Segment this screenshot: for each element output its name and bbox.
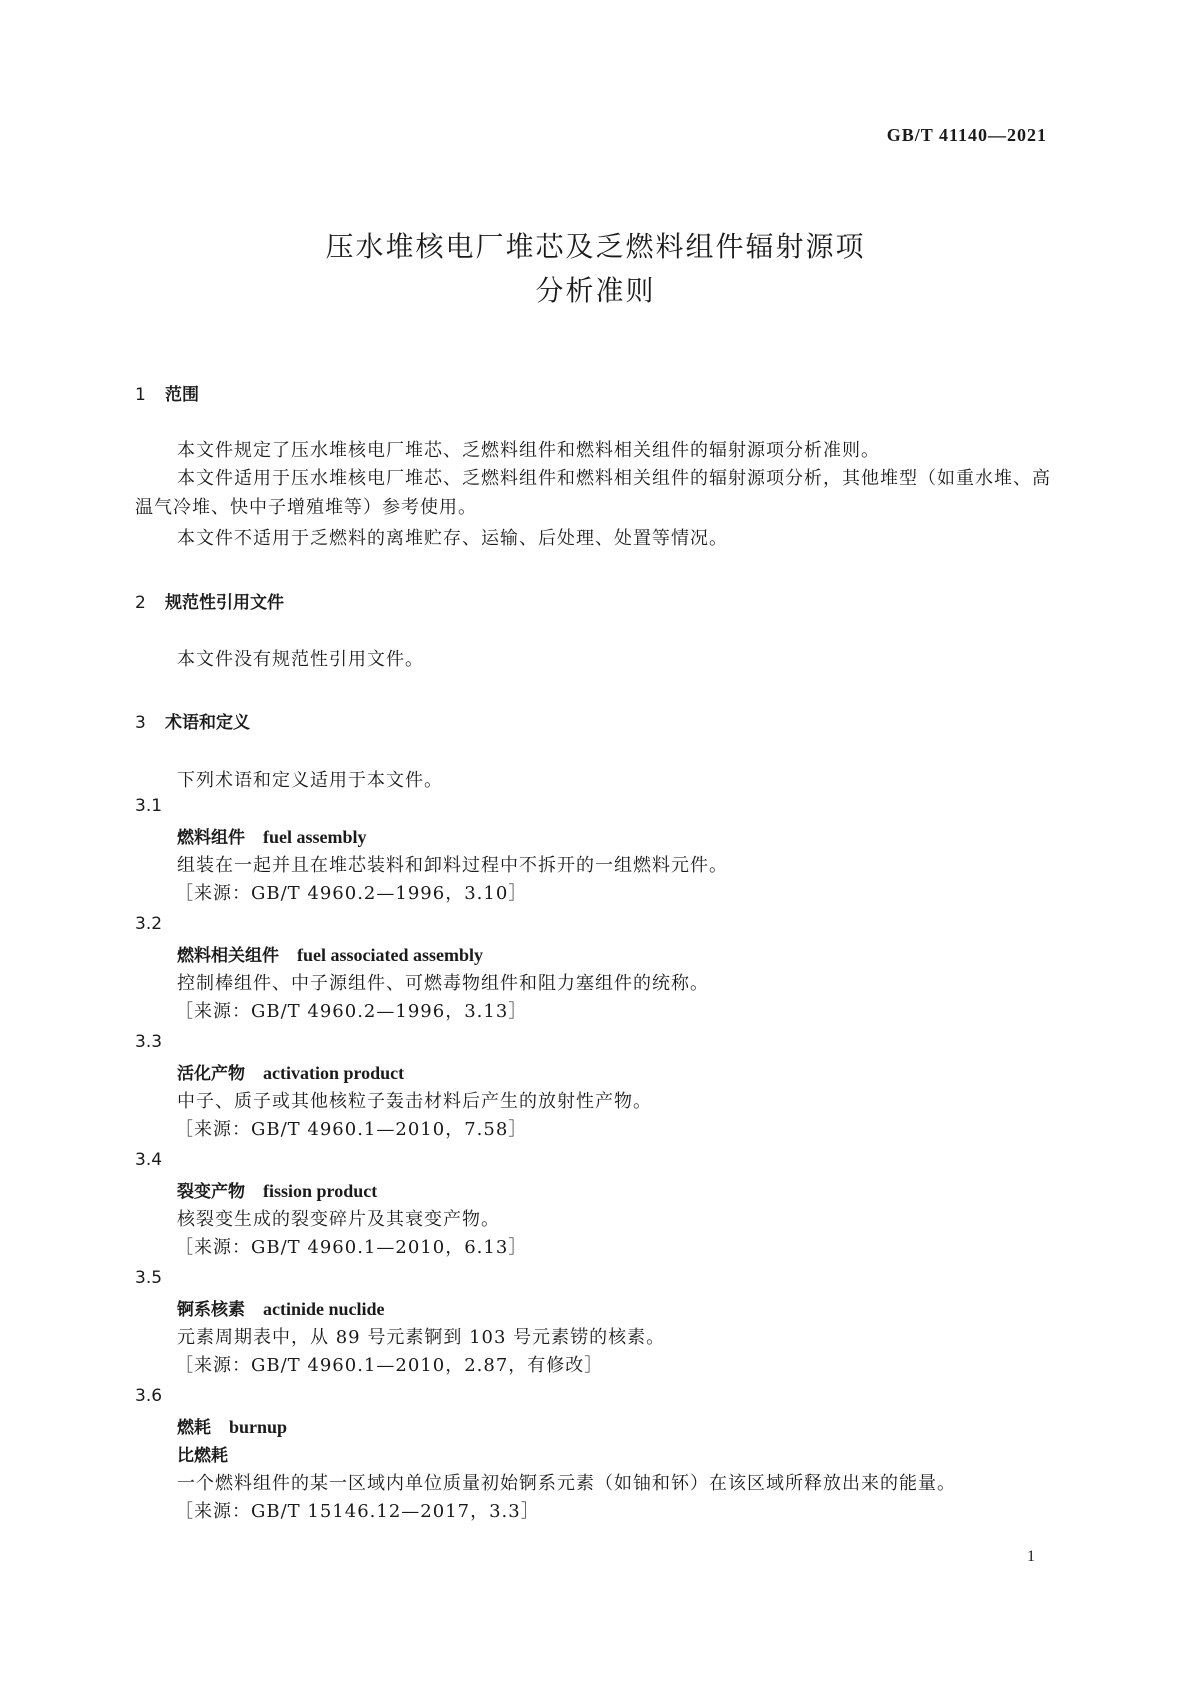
term-name: 燃料组件 fuel assembly — [177, 827, 367, 848]
term-number: 3.5 — [135, 1268, 163, 1288]
section-1-heading: 1 范围 — [135, 385, 199, 405]
term-name: 锕系核素 actinide nuclide — [177, 1299, 385, 1320]
term-number: 3.1 — [135, 796, 163, 816]
term-name: 活化产物 activation product — [177, 1063, 405, 1084]
term-name: 燃料相关组件 fuel associated assembly — [177, 945, 483, 966]
document-title — [0, 225, 1191, 313]
term-source: ［来源：GB/T 4960.1—2010，6.13］ — [175, 1237, 528, 1258]
term-definition: 核裂变生成的裂变碎片及其衰变产物。 — [177, 1209, 500, 1230]
term-name: 燃耗 burnup — [177, 1417, 288, 1438]
term-name: 裂变产物 fission product — [177, 1181, 378, 1202]
term-definition: 控制棒组件、中子源组件、可燃毒物组件和阻力塞组件的统称。 — [177, 973, 709, 994]
term-number: 3.6 — [135, 1386, 163, 1406]
term-alternative: 比燃耗 — [177, 1446, 228, 1466]
term-source: ［来源：GB/T 4960.1—2010，7.58］ — [175, 1119, 528, 1140]
standard-code: GB/T 41140—2021 — [886, 125, 1047, 145]
term-definition: 一个燃料组件的某一区域内单位质量初始锕系元素（如铀和钚）在该区域所释放出来的能量。 — [177, 1473, 956, 1494]
term-source: ［来源：GB/T 4960.2—1996，3.13］ — [175, 1001, 528, 1022]
term-source: ［来源：GB/T 15146.12—2017，3.3］ — [175, 1501, 540, 1522]
terms-intro: 下列术语和定义适用于本文件。 — [177, 770, 443, 791]
section-3-heading: 3 术语和定义 — [135, 713, 250, 733]
scope-paragraph-3: 本文件不适用于乏燃料的离堆贮存、运输、后处理、处置等情况。 — [177, 528, 728, 549]
term-definition: 组装在一起并且在堆芯装料和卸料过程中不拆开的一组燃料元件。 — [177, 855, 728, 876]
title-line-2: 分析准则 — [535, 274, 656, 307]
term-definition: 元素周期表中，从 89 号元素锕到 103 号元素铹的核素。 — [177, 1327, 666, 1348]
refs-paragraph: 本文件没有规范性引用文件。 — [177, 649, 424, 670]
scope-paragraph-2: 本文件适用于压水堆核电厂堆芯、乏燃料组件和燃料相关组件的辐射源项分析，其他堆型（如重水堆、高温气冷堆、快中子增殖堆等）参考使用。 — [135, 468, 1051, 518]
term-number: 3.3 — [135, 1032, 163, 1052]
section-2-heading: 2 规范性引用文件 — [135, 593, 284, 613]
term-source: ［来源：GB/T 4960.1—2010，2.87，有修改］ — [175, 1355, 604, 1376]
term-source: ［来源：GB/T 4960.2—1996，3.10］ — [175, 883, 528, 904]
term-number: 3.2 — [135, 914, 163, 934]
page-number: 1 — [1027, 1548, 1035, 1565]
title-line-1: 压水堆核电厂堆芯及乏燃料组件辐射源项 — [325, 230, 866, 263]
term-number: 3.4 — [135, 1150, 163, 1170]
scope-paragraph-1: 本文件规定了压水堆核电厂堆芯、乏燃料组件和燃料相关组件的辐射源项分析准则。 — [177, 440, 880, 461]
term-definition: 中子、质子或其他核粒子轰击材料后产生的放射性产物。 — [177, 1091, 652, 1112]
